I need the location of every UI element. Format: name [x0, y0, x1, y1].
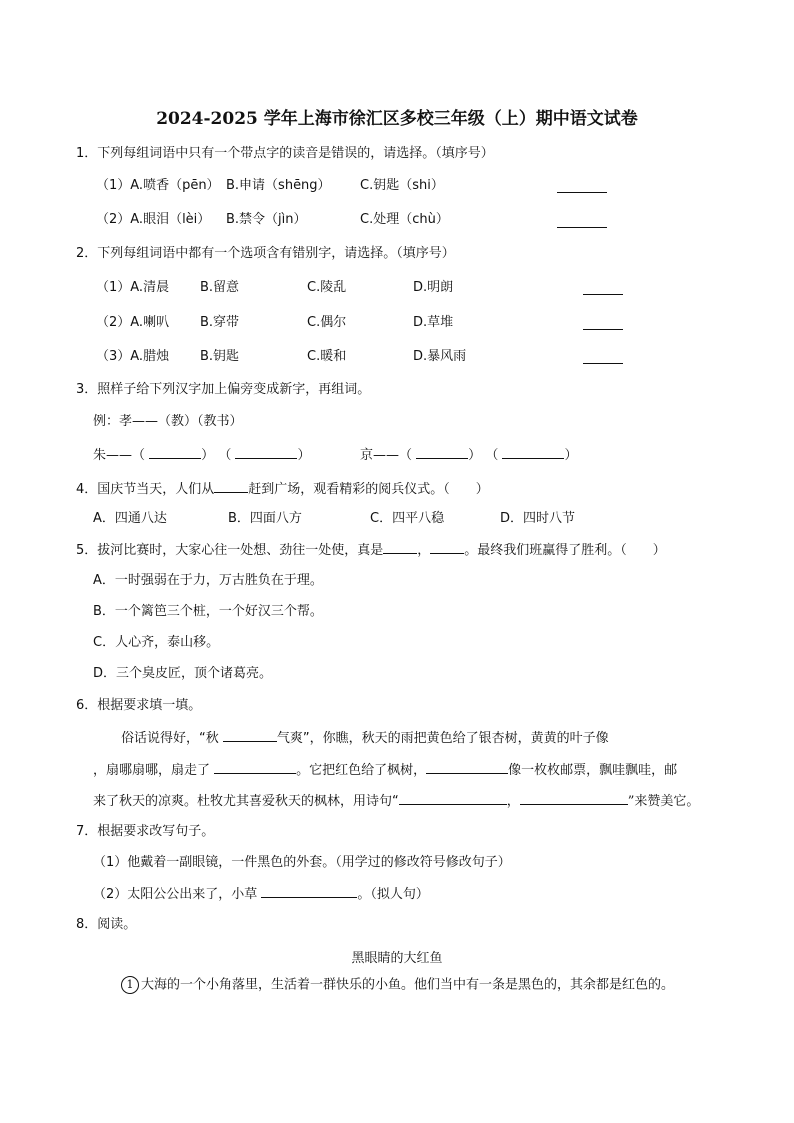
q6-stem: 6．根据要求填一填。 [76, 698, 202, 713]
q3-paren-close: ） [201, 448, 215, 463]
q6-p2-a: ，扇哪扇哪，扇走了 [93, 763, 211, 778]
q3-item2-label: 京——（ [360, 448, 413, 463]
q5-stem-a: 5．拔河比赛时，大家心往一处想、劲往一处使，真是 [76, 543, 384, 558]
q2-row1-d: D.明朗 [413, 280, 454, 295]
q6-para-line3 [93, 792, 699, 811]
q4-option-b[interactable]: B．四面八方 [228, 511, 302, 526]
q2-row3-b: B.钥匙 [200, 349, 240, 364]
q2-row2-a: （2）A.喇叭 [96, 315, 170, 330]
q2-row3-a: （3）A.腊烛 [96, 349, 170, 364]
q3-item1-label: 朱——（ [93, 448, 146, 463]
q5-stem [76, 541, 666, 560]
q6-blank-4[interactable] [399, 792, 507, 805]
passage-paragraph-1-text: 大海的一个小角落里，生活着一群快乐的小鱼。他们当中有一条是黑色的，其余都是红色的。 [141, 977, 675, 993]
q6-p3-a: 来了秋天的凉爽。杜牧尤其喜爱秋天的枫林，用诗句“ [93, 794, 399, 809]
q3-stem: 3．照样子给下列汉字加上偏旁变成新字，再组词。 [76, 382, 371, 397]
q2-row2-d: D.草堆 [413, 315, 454, 330]
q5-stem-b: 。最终我们班赢得了胜利。（ ） [464, 543, 666, 558]
q6-p1-a: 俗话说得好，“秋 [121, 731, 219, 746]
q5-option-a[interactable]: A．一时强弱在于力，万古胜负在于理。 [93, 573, 323, 588]
q6-blank-5[interactable] [520, 792, 628, 805]
q6-p2-c: 像一枚枚邮票，飘哇飘哇，邮 [508, 763, 678, 778]
q1-row1-answer-blank[interactable] [557, 191, 607, 193]
q4-option-c[interactable]: C．四平八稳 [370, 511, 445, 526]
q7-item1: （1）他戴着一副眼镜，一件黑色的外套。（用学过的修改符号修改句子） [93, 855, 511, 870]
q4-option-a[interactable]: A．四通八达 [93, 511, 167, 526]
q2-stem: 2．下列每组词语中都有一个选项含有错别字，请选择。（填序号） [76, 246, 455, 261]
q5-option-b[interactable]: B．一个篱笆三个桩，一个好汉三个帮。 [93, 604, 323, 619]
q2-row1-c: C.陵乱 [307, 280, 347, 295]
q5-stem-sep: ， [417, 543, 431, 558]
q2-row2-answer-blank[interactable] [583, 328, 623, 330]
q5-option-d[interactable]: D．三个臭皮匠，顶个诸葛亮。 [93, 666, 273, 681]
q2-row3-d: D.暴风雨 [413, 349, 467, 364]
q5-blank-2[interactable] [430, 541, 464, 554]
q7-item2-blank[interactable] [261, 885, 357, 898]
q2-row3-answer-blank[interactable] [583, 362, 623, 364]
q2-row1-answer-blank[interactable] [583, 293, 623, 295]
q6-blank-3[interactable] [426, 761, 508, 774]
q4-stem [76, 480, 489, 499]
q6-p1-b: 气爽”，你瞧，秋天的雨把黄色给了银杏树，黄黄的叶子像 [276, 731, 609, 746]
q1-row2-c: C.处理（chù） [360, 212, 449, 227]
q6-p3-sep: ， [506, 794, 520, 809]
q2-row3-c: C.暖和 [307, 349, 347, 364]
q1-row1-c: C.钥匙（shi） [360, 178, 444, 193]
q6-p3-b: ”来赞美它。 [627, 794, 700, 809]
q8-stem: 8．阅读。 [76, 917, 137, 932]
passage-paragraph-1 [121, 976, 674, 995]
q3-example: 例：孝——（教）（教书） [93, 414, 243, 429]
q4-stem-b: 赶到广场，观看精彩的阅兵仪式。（ ） [248, 482, 489, 497]
q3-paren-close-4: ） [564, 448, 578, 463]
q3-paren-open: （ [218, 448, 232, 463]
exam-title: 2024-2025 学年上海市徐汇区多校三年级（上）期中语文试卷 [156, 109, 638, 129]
q3-item1 [93, 446, 310, 465]
q4-option-d[interactable]: D．四时八节 [500, 511, 576, 526]
q2-row1-a: （1）A.清晨 [96, 280, 170, 295]
q6-blank-2[interactable] [214, 761, 296, 774]
q1-row1-a: （1）A.喷香（pēn） [96, 178, 220, 193]
q6-para-line2 [93, 761, 677, 780]
q2-row2-c: C.偶尔 [307, 315, 347, 330]
q1-row2-b: B.禁令（jìn） [226, 212, 307, 227]
q1-row2-answer-blank[interactable] [557, 226, 607, 228]
q3-item2 [360, 446, 577, 465]
q3-paren-close-3: ） [468, 448, 482, 463]
q7-stem: 7．根据要求改写句子。 [76, 824, 215, 839]
q5-blank-1[interactable] [383, 541, 417, 554]
q3-paren-close-2: ） [297, 448, 311, 463]
q1-stem: 1．下列每组词语中只有一个带点字的读音是错误的，请选择。（填序号） [76, 146, 494, 161]
q7-item2 [93, 885, 429, 904]
q7-item2-b: 。（拟人句） [357, 887, 429, 902]
q7-item2-a: （2）太阳公公出来了，小草 [93, 887, 258, 902]
q5-option-c[interactable]: C．人心齐，泰山移。 [93, 635, 220, 650]
q3-item2-word-blank[interactable] [502, 446, 564, 459]
q4-blank[interactable] [214, 480, 248, 493]
q1-row1-b: B.申请（shēng） [226, 178, 331, 193]
paragraph-number-badge: 1 [121, 976, 139, 994]
q4-stem-a: 4．国庆节当天，人们从 [76, 482, 215, 497]
q3-item1-char-blank[interactable] [149, 446, 201, 459]
q6-para-line1 [121, 729, 609, 748]
q3-paren-open-2: （ [485, 448, 499, 463]
q6-p2-b: 。它把红色给了枫树， [296, 763, 427, 778]
q6-blank-1[interactable] [223, 729, 277, 742]
q1-row2-a: （2）A.眼泪（lèi） [96, 212, 211, 227]
q2-row2-b: B.穿带 [200, 315, 240, 330]
q2-row1-b: B.留意 [200, 280, 240, 295]
q3-item1-word-blank[interactable] [235, 446, 297, 459]
passage-title: 黑眼睛的大红鱼 [351, 951, 443, 966]
q3-item2-char-blank[interactable] [416, 446, 468, 459]
